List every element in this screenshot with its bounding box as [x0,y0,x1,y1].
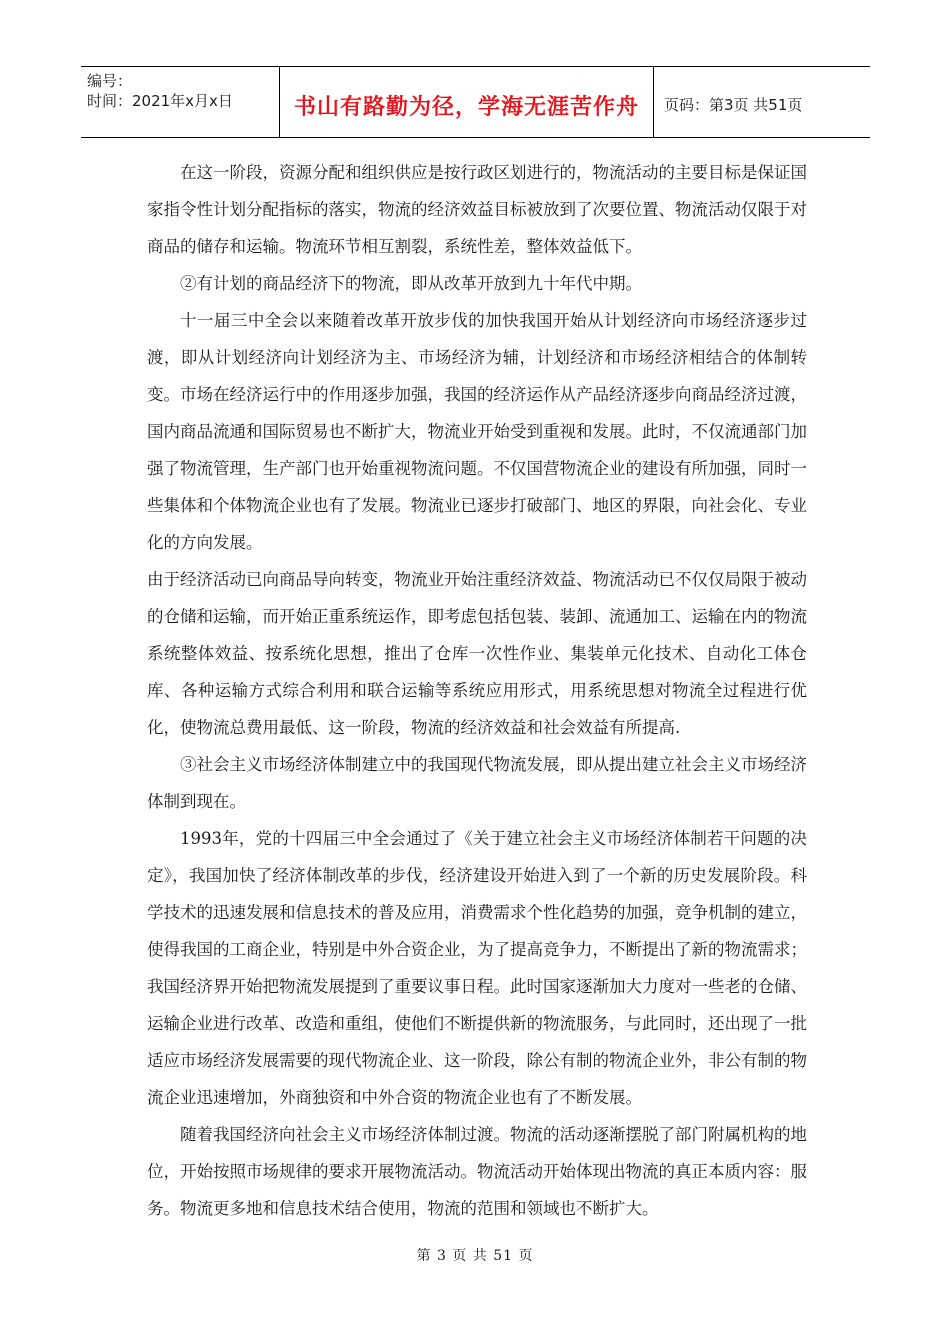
paragraph: ③社会主义市场经济体制建立中的我国现代物流发展，即从提出建立社会主义市场经济体制到现在。 [147,755,807,811]
header-page-code: 页码：第3页 共51页 [664,95,803,114]
paragraph: 十一届三中全会以来随着改革开放步伐的加快我国开始从计划经济向市场经济逐步过渡，即从计划经济向计划经济为主、市场经济为辅，计划经济和市场经济相结合的体制转变。市场在经济运行中的作用逐步加强，我国的经济运作从产品经济逐步向商品经济过渡，国内商品流通和国际贸易也不断扩大，物流业开始受到重视和发展。此时，不仅流通部门加强了物流管理，生产部门也开始重视物流问题。不仅国营物流企业的建设有所加强，同时一些集体和个体物流企业也有了发展。物流业已逐步打破部门、地区的界限，向社会化、专业化的方向发展。 [147,311,807,552]
paragraph: 1993年，党的十四届三中全会通过了《关于建立社会主义市场经济体制若干问题的决定》，我国加快了经济体制改革的步伐，经济建设开始进入到了一个新的历史发展阶段。科学技术的迅速发展和信息技术的普及应用，消费需求个性化趋势的加强，竞争机制的建立，使得我国的工商企业，特别是中外合资企业，为了提高竞争力，不断提出了新的物流需求；我国经济界开始把物流发展提到了重要议事日程。此时国家逐渐加大力度对一些老的仓储、运输企业进行改革、改造和重组，使他们不断提供新的物流服务，与此同时，还出现了一批适应市场经济发展需要的现代物流企业、这一阶段，除公有制的物流企业外，非公有制的物流企业迅速增加，外商独资和中外合资的物流企业也有了不断发展。 [147,829,807,1107]
page-header [81,66,870,138]
number-label: 编号： [87,72,133,90]
paragraph: 由于经济活动已向商品导向转变，物流业开始注重经济效益、物流活动已不仅仅局限于被动的仓储和运输，而开始正重系统运作，即考虑包括包装、装卸、流通加工、运输在内的物流系统整体效益、按系统化思想，推出了仓库一次性作业、集装单元化技术、自动化工体仓库、各种运输方式综合利用和联合运输等系统应用形式，用系统思想对物流全过程进行优化，使物流总费用最低、这一阶段，物流的经济效益和社会效益有所提高. [147,570,807,737]
paragraph: 随着我国经济向社会主义市场经济体制过渡。物流的活动逐渐摆脱了部门附属机构的地位，开始按照市场规律的要求开展物流活动。物流活动开始体现出物流的真正本质内容：服务。物流更多地和信息技术结合使用，物流的范围和领域也不断扩大。 [147,1125,807,1218]
paragraph: 在这一阶段，资源分配和组织供应是按行政区划进行的，物流活动的主要目标是保证国家指令性计划分配指标的落实，物流的经济效益目标被放到了次要位置、物流活动仅限于对商品的储存和运输。物流环节相互割裂，系统性差，整体效益低下。 [147,163,807,256]
page-footer: 第 3 页 共 51 页 [416,1248,534,1264]
time-label: 时间：2021年x月x日 [87,92,233,110]
header-meta [81,67,280,137]
paragraph: ②有计划的商品经济下的物流，即从改革开放到九十年代中期。 [180,274,642,293]
header-motto: 书山有路勤为径，学海无涯苦作舟 [280,67,654,137]
document-body [147,154,807,1227]
